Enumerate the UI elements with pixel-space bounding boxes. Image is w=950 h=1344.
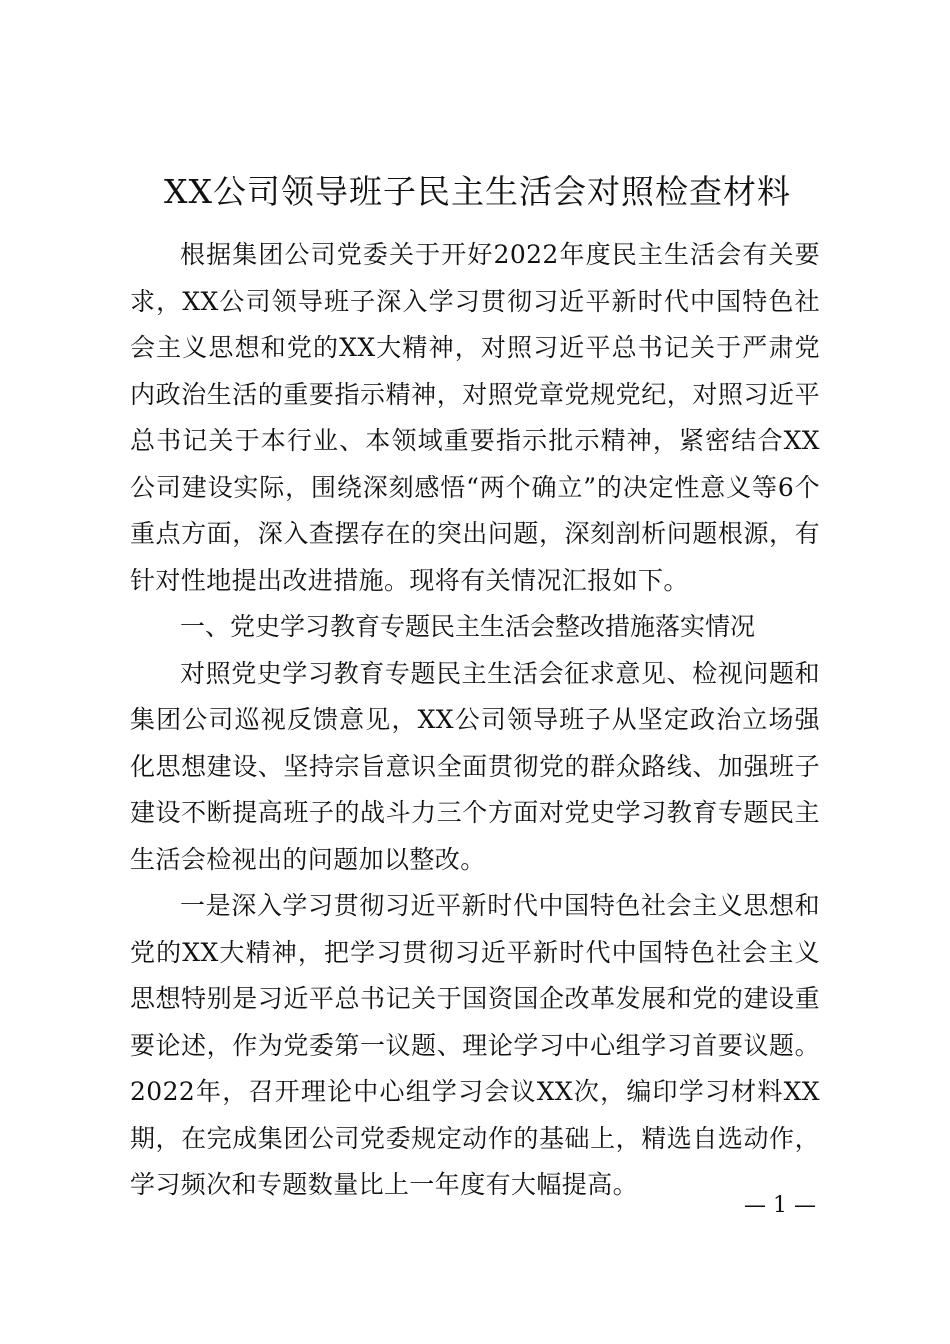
document-body <box>130 232 820 1209</box>
section-1-paragraph-1: 对照党史学习教育专题民主生活会征求意见、检视问题和集团公司巡视反馈意见，XX公司领导班子从坚定政治立场强化思想建设、坚持宗旨意识全面贯彻党的群众路线、加强班子建设不断提高班子的战斗力三个方面对党史学习教育专题民主生活会检视出的问题加以整改。 <box>130 658 820 874</box>
document-title: XX公司领导班子民主生活会对照检查材料 <box>164 172 791 211</box>
section-heading-1: 一、党史学习教育专题民主生活会整改措施落实情况 <box>180 612 756 641</box>
intro-paragraph: 根据集团公司党委关于开好2022年度民主生活会有关要求，XX公司领导班子深入学习贯彻习近平新时代中国特色社会主义思想和党的XX大精神，对照习近平总书记关于严肃党内政治生活的重要指示精神，对照党章党规党纪，对照习近平总书记关于本行业、本领域重要指示批示精神，紧密结合XX公司建设实际，围绕深刻感悟“两个确立”的决定性意义等6个重点方面，深入查摆存在的突出问题，深刻剖析问题根源，有针对性地提出改进措施。现将有关情况汇报如下。 <box>130 240 820 595</box>
section-1-paragraph-2: 一是深入学习贯彻习近平新时代中国特色社会主义思想和党的XX大精神，把学习贯彻习近平新时代中国特色社会主义思想特别是习近平总书记关于国资国企改革发展和党的建设重要论述，作为党委第一议题、理论学习中心组学习首要议题。2022年，召开理论中心组学习会议XX次，编印学习材料XX期，在完成集团公司党委规定动作的基础上，精选自选动作，学习频次和专题数量比上一年度有大幅提高。 <box>130 891 820 1199</box>
page-number: — 1 — <box>744 1193 816 1218</box>
